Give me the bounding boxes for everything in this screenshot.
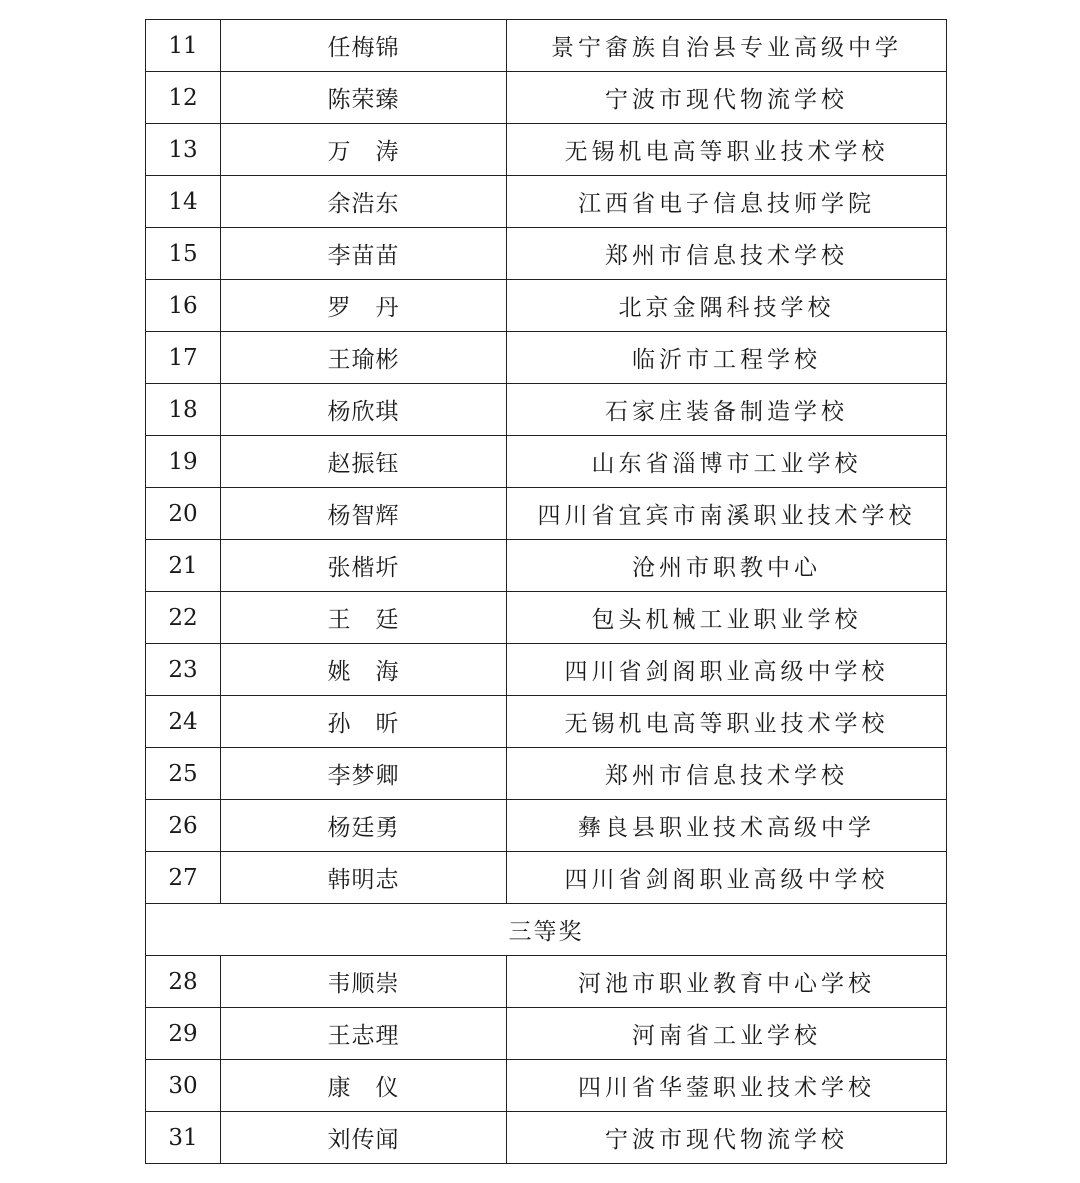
table-row — [146, 228, 947, 280]
school-name-cell: 四川省剑阁职业高级中学校 — [507, 644, 947, 696]
table-row — [146, 540, 947, 592]
school-name-cell: 山东省淄博市工业学校 — [507, 436, 947, 488]
school-name-cell: 景宁畲族自治县专业高级中学 — [507, 20, 947, 72]
rank-number-cell: 15 — [146, 228, 221, 280]
table-row — [146, 1112, 947, 1164]
school-name-cell: 四川省宜宾市南溪职业技术学校 — [507, 488, 947, 540]
winner-name-cell: 康 仪 — [221, 1060, 507, 1112]
winner-name-cell: 李梦卿 — [221, 748, 507, 800]
winner-name-cell: 张楷圻 — [221, 540, 507, 592]
school-name-cell: 河池市职业教育中心学校 — [507, 956, 947, 1008]
table-row — [146, 176, 947, 228]
winner-name-cell: 杨智辉 — [221, 488, 507, 540]
table-row — [146, 332, 947, 384]
table-row — [146, 696, 947, 748]
rank-number-cell: 20 — [146, 488, 221, 540]
school-name-cell: 包头机械工业职业学校 — [507, 592, 947, 644]
school-name-cell: 郑州市信息技术学校 — [507, 748, 947, 800]
school-name-cell: 四川省华蓥职业技术学校 — [507, 1060, 947, 1112]
winner-name-cell: 刘传闻 — [221, 1112, 507, 1164]
table-row — [146, 800, 947, 852]
table-row — [146, 1060, 947, 1112]
rank-number-cell: 16 — [146, 280, 221, 332]
rank-number-cell: 24 — [146, 696, 221, 748]
rank-number-cell: 25 — [146, 748, 221, 800]
rank-number-cell: 13 — [146, 124, 221, 176]
winner-name-cell: 余浩东 — [221, 176, 507, 228]
school-name-cell: 郑州市信息技术学校 — [507, 228, 947, 280]
table-row — [146, 124, 947, 176]
award-list-table — [145, 19, 947, 1164]
table-row — [146, 72, 947, 124]
school-name-cell: 无锡机电高等职业技术学校 — [507, 696, 947, 748]
rank-number-cell: 21 — [146, 540, 221, 592]
school-name-cell: 宁波市现代物流学校 — [507, 72, 947, 124]
winner-name-cell: 陈荣臻 — [221, 72, 507, 124]
table-row — [146, 644, 947, 696]
rank-number-cell: 31 — [146, 1112, 221, 1164]
school-name-cell: 无锡机电高等职业技术学校 — [507, 124, 947, 176]
rank-number-cell: 23 — [146, 644, 221, 696]
winner-name-cell: 姚 海 — [221, 644, 507, 696]
winner-name-cell: 李苗苗 — [221, 228, 507, 280]
table-row — [146, 592, 947, 644]
table-row — [146, 956, 947, 1008]
award-list-body — [146, 20, 947, 1164]
rank-number-cell: 18 — [146, 384, 221, 436]
table-row — [146, 384, 947, 436]
rank-number-cell: 17 — [146, 332, 221, 384]
school-name-cell: 彝良县职业技术高级中学 — [507, 800, 947, 852]
winner-name-cell: 杨廷勇 — [221, 800, 507, 852]
winner-name-cell: 王志理 — [221, 1008, 507, 1060]
school-name-cell: 河南省工业学校 — [507, 1008, 947, 1060]
table-row — [146, 852, 947, 904]
winner-name-cell: 任梅锦 — [221, 20, 507, 72]
school-name-cell: 沧州市职教中心 — [507, 540, 947, 592]
table-row — [146, 488, 947, 540]
rank-number-cell: 12 — [146, 72, 221, 124]
winner-name-cell: 王 廷 — [221, 592, 507, 644]
winner-name-cell: 赵振钰 — [221, 436, 507, 488]
rank-number-cell: 28 — [146, 956, 221, 1008]
winner-name-cell: 韩明志 — [221, 852, 507, 904]
section-header-row — [146, 904, 947, 956]
school-name-cell: 临沂市工程学校 — [507, 332, 947, 384]
table-row — [146, 748, 947, 800]
table-row — [146, 1008, 947, 1060]
winner-name-cell: 王瑜彬 — [221, 332, 507, 384]
rank-number-cell: 29 — [146, 1008, 221, 1060]
winner-name-cell: 孙 昕 — [221, 696, 507, 748]
winner-name-cell: 罗 丹 — [221, 280, 507, 332]
table-row — [146, 20, 947, 72]
table-row — [146, 436, 947, 488]
section-title: 三等奖 — [146, 904, 947, 956]
rank-number-cell: 30 — [146, 1060, 221, 1112]
rank-number-cell: 19 — [146, 436, 221, 488]
table-row — [146, 280, 947, 332]
school-name-cell: 四川省剑阁职业高级中学校 — [507, 852, 947, 904]
school-name-cell: 石家庄装备制造学校 — [507, 384, 947, 436]
school-name-cell: 北京金隅科技学校 — [507, 280, 947, 332]
rank-number-cell: 11 — [146, 20, 221, 72]
rank-number-cell: 26 — [146, 800, 221, 852]
winner-name-cell: 万 涛 — [221, 124, 507, 176]
school-name-cell: 宁波市现代物流学校 — [507, 1112, 947, 1164]
rank-number-cell: 27 — [146, 852, 221, 904]
school-name-cell: 江西省电子信息技师学院 — [507, 176, 947, 228]
rank-number-cell: 22 — [146, 592, 221, 644]
rank-number-cell: 14 — [146, 176, 221, 228]
winner-name-cell: 韦顺崇 — [221, 956, 507, 1008]
winner-name-cell: 杨欣琪 — [221, 384, 507, 436]
